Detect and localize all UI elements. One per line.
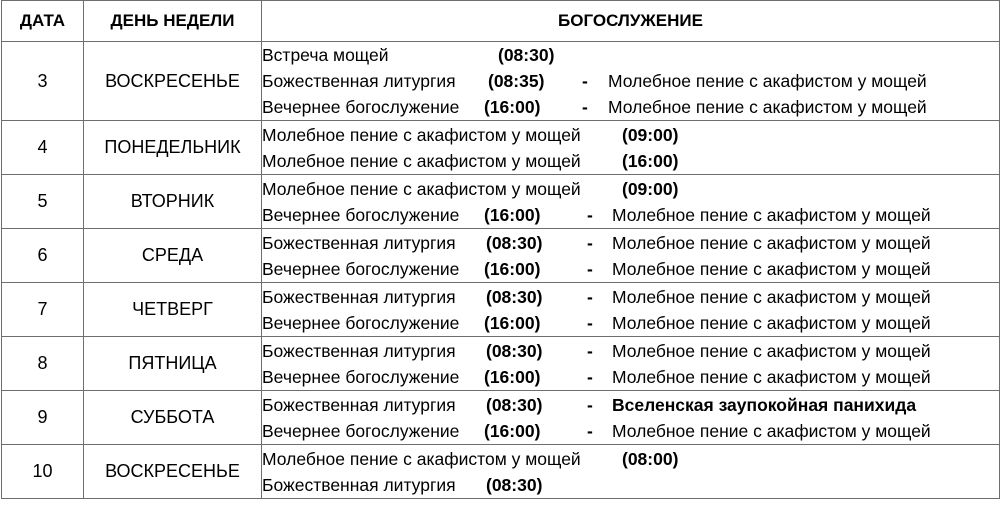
row-date: 7 bbox=[2, 283, 84, 337]
service-dash: - bbox=[587, 286, 593, 307]
service-line bbox=[262, 284, 999, 310]
service-time: (08:30) bbox=[498, 45, 555, 65]
service-title: Божественная литургия bbox=[262, 474, 456, 495]
table-row bbox=[2, 229, 1000, 283]
service-time: (08:30) bbox=[486, 340, 543, 361]
row-day: ВОСКРЕСЕНЬЕ bbox=[84, 42, 262, 121]
row-day: СУББОТА bbox=[84, 391, 262, 445]
row-date: 4 bbox=[2, 121, 84, 175]
service-title: Божественная литургия bbox=[262, 71, 456, 91]
row-services bbox=[262, 42, 1000, 121]
service-followup: Молебное пение с акафистом у мощей bbox=[612, 258, 931, 279]
service-title: Молебное пение с акафистом у мощей bbox=[262, 150, 581, 171]
service-dash: - bbox=[587, 232, 593, 253]
service-followup: Молебное пение с акафистом у мощей bbox=[612, 366, 931, 387]
row-day: СРЕДА bbox=[84, 229, 262, 283]
service-line bbox=[262, 310, 999, 336]
service-followup: Молебное пение с акафистом у мощей bbox=[612, 204, 931, 225]
row-date: 6 bbox=[2, 229, 84, 283]
service-time: (16:00) bbox=[622, 150, 679, 171]
service-title: Вечернее богослужение bbox=[262, 312, 460, 333]
row-services bbox=[262, 121, 1000, 175]
row-services bbox=[262, 283, 1000, 337]
service-line bbox=[262, 202, 999, 228]
row-services bbox=[262, 229, 1000, 283]
service-title: Вечернее богослужение bbox=[262, 204, 460, 225]
service-line bbox=[262, 338, 999, 364]
service-title: Вечернее богослужение bbox=[262, 97, 460, 117]
service-title: Вечернее богослужение bbox=[262, 366, 460, 387]
service-title: Божественная литургия bbox=[262, 340, 456, 361]
service-followup: Молебное пение с акафистом у мощей bbox=[608, 71, 927, 91]
table-row bbox=[2, 42, 1000, 121]
service-followup: Молебное пение с акафистом у мощей bbox=[612, 340, 931, 361]
service-followup: Вселенская заупокойная панихида bbox=[612, 394, 917, 415]
service-line bbox=[262, 176, 999, 202]
table-row bbox=[2, 121, 1000, 175]
service-line bbox=[262, 94, 999, 120]
row-services bbox=[262, 175, 1000, 229]
service-dash: - bbox=[587, 258, 593, 279]
service-time: (16:00) bbox=[484, 420, 541, 441]
row-date: 10 bbox=[2, 445, 84, 499]
service-line bbox=[262, 68, 999, 94]
service-time: (16:00) bbox=[484, 258, 541, 279]
service-time: (09:00) bbox=[622, 178, 679, 199]
service-title: Вечернее богослужение bbox=[262, 420, 460, 441]
service-followup: Молебное пение с акафистом у мощей bbox=[612, 312, 931, 333]
service-dash: - bbox=[582, 71, 588, 91]
service-time: (08:30) bbox=[486, 474, 543, 495]
row-day: ЧЕТВЕРГ bbox=[84, 283, 262, 337]
table-row bbox=[2, 445, 1000, 499]
row-services bbox=[262, 337, 1000, 391]
service-time: (08:35) bbox=[488, 71, 545, 91]
header-day: ДЕНЬ НЕДЕЛИ bbox=[84, 1, 262, 42]
row-day: ВОСКРЕСЕНЬЕ bbox=[84, 445, 262, 499]
row-day: ПОНЕДЕЛЬНИК bbox=[84, 121, 262, 175]
service-time: (08:30) bbox=[486, 286, 543, 307]
service-line bbox=[262, 418, 999, 444]
table-row bbox=[2, 283, 1000, 337]
service-followup: Молебное пение с акафистом у мощей bbox=[612, 232, 931, 253]
row-services bbox=[262, 445, 1000, 499]
service-dash: - bbox=[587, 420, 593, 441]
service-title: Молебное пение с акафистом у мощей bbox=[262, 178, 581, 199]
header-date: ДАТА bbox=[2, 1, 84, 42]
service-title: Божественная литургия bbox=[262, 394, 456, 415]
row-date: 3 bbox=[2, 42, 84, 121]
service-title: Вечернее богослужение bbox=[262, 258, 460, 279]
service-line bbox=[262, 230, 999, 256]
row-date: 5 bbox=[2, 175, 84, 229]
header-row bbox=[2, 1, 1000, 42]
service-line bbox=[262, 364, 999, 390]
row-services bbox=[262, 391, 1000, 445]
service-time: (08:30) bbox=[486, 232, 543, 253]
service-time: (08:00) bbox=[622, 448, 679, 469]
service-dash: - bbox=[587, 394, 593, 415]
service-time: (16:00) bbox=[484, 366, 541, 387]
service-title: Встреча мощей bbox=[262, 45, 389, 65]
service-dash: - bbox=[587, 340, 593, 361]
header-service: БОГОСЛУЖЕНИЕ bbox=[262, 1, 1000, 42]
service-followup: Молебное пение с акафистом у мощей bbox=[608, 97, 927, 117]
service-time: (08:30) bbox=[486, 394, 543, 415]
service-line bbox=[262, 148, 999, 174]
service-dash: - bbox=[587, 312, 593, 333]
row-day: ВТОРНИК bbox=[84, 175, 262, 229]
service-title: Божественная литургия bbox=[262, 286, 456, 307]
service-followup: Молебное пение с акафистом у мощей bbox=[612, 286, 931, 307]
schedule-table bbox=[1, 0, 1000, 499]
service-followup: Молебное пение с акафистом у мощей bbox=[612, 420, 931, 441]
service-title: Божественная литургия bbox=[262, 232, 456, 253]
service-line bbox=[262, 392, 999, 418]
service-title: Молебное пение с акафистом у мощей bbox=[262, 448, 581, 469]
service-title: Молебное пение с акафистом у мощей bbox=[262, 124, 581, 145]
service-dash: - bbox=[587, 366, 593, 387]
service-line bbox=[262, 122, 999, 148]
service-line bbox=[262, 256, 999, 282]
service-time: (16:00) bbox=[484, 97, 541, 117]
row-date: 8 bbox=[2, 337, 84, 391]
table-row bbox=[2, 391, 1000, 445]
service-dash: - bbox=[587, 204, 593, 225]
service-line bbox=[262, 446, 999, 472]
service-time: (16:00) bbox=[484, 204, 541, 225]
row-day: ПЯТНИЦА bbox=[84, 337, 262, 391]
service-time: (16:00) bbox=[484, 312, 541, 333]
table-row bbox=[2, 175, 1000, 229]
service-dash: - bbox=[582, 97, 588, 117]
table-row bbox=[2, 337, 1000, 391]
service-line bbox=[262, 42, 999, 68]
row-date: 9 bbox=[2, 391, 84, 445]
service-time: (09:00) bbox=[622, 124, 679, 145]
service-line bbox=[262, 472, 999, 498]
